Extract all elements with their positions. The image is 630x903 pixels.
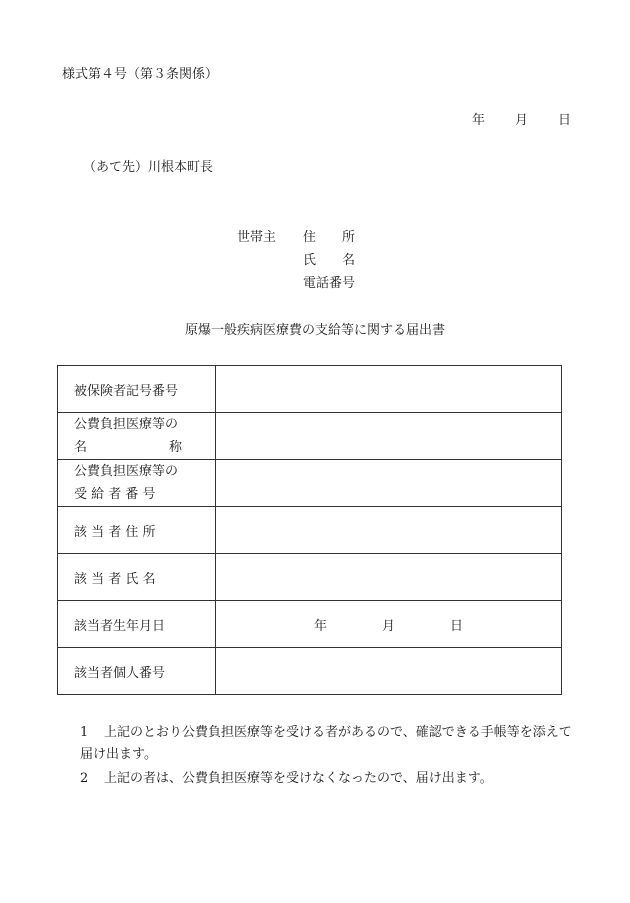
document-title: 原爆一般疾病医療費の支給等に関する届出書 [184, 323, 445, 338]
date-year: 年 [472, 113, 486, 128]
person-name-field[interactable] [216, 554, 562, 601]
table-row [58, 507, 562, 554]
note-number: 1 [80, 725, 89, 740]
table-row [58, 648, 562, 695]
note-2 [80, 768, 580, 790]
table-row [58, 460, 562, 507]
table-row [58, 366, 562, 413]
applicant-name-label: 氏 名 [303, 253, 356, 268]
person-birthdate-label: 該当者生年月日 [58, 601, 216, 648]
applicant-address-label: 住 所 [303, 230, 356, 245]
public-expense-name-label: 公費負担医療等の 名 称 [58, 413, 216, 460]
table-row [58, 601, 562, 648]
birthdate-month: 月 [381, 618, 395, 634]
birthdate-year: 年 [313, 618, 327, 634]
recipient-number-label: 公費負担医療等の 受 給 者 番 号 [58, 460, 216, 507]
insured-number-field[interactable] [216, 366, 562, 413]
table-row [58, 554, 562, 601]
note-number: 2 [80, 771, 89, 786]
public-expense-name-field[interactable] [216, 413, 562, 460]
table-row [58, 413, 562, 460]
person-id-number-field[interactable] [216, 648, 562, 695]
person-address-field[interactable] [216, 507, 562, 554]
person-address-label: 該 当 者 住 所 [58, 507, 216, 554]
date-day: 日 [558, 113, 572, 128]
submission-date [472, 113, 571, 129]
insured-number-label: 被保険者記号番号 [58, 366, 216, 413]
form-number: 様式第４号（第３条関係） [62, 67, 219, 82]
note-1 [80, 722, 580, 766]
birthdate-day: 日 [450, 618, 464, 634]
person-birthdate-field[interactable] [216, 601, 562, 648]
person-name-label: 該 当 者 氏 名 [58, 554, 216, 601]
addressee: （あて先）川根本町長 [83, 160, 214, 175]
applicant-phone-label: 電話番号 [303, 276, 356, 291]
note-text: 上記のとおり公費負担医療等を受ける者があるので、確認できる手帳等を添えて届け出ます。 [80, 725, 572, 762]
recipient-number-field[interactable] [216, 460, 562, 507]
head-of-household-label: 世帯主 [237, 230, 277, 245]
notification-form-table [57, 365, 562, 695]
note-text: 上記の者は、公費負担医療等を受けなくなったので、届け出ます。 [104, 771, 493, 786]
date-month: 月 [515, 113, 529, 128]
person-id-number-label: 該当者個人番号 [58, 648, 216, 695]
